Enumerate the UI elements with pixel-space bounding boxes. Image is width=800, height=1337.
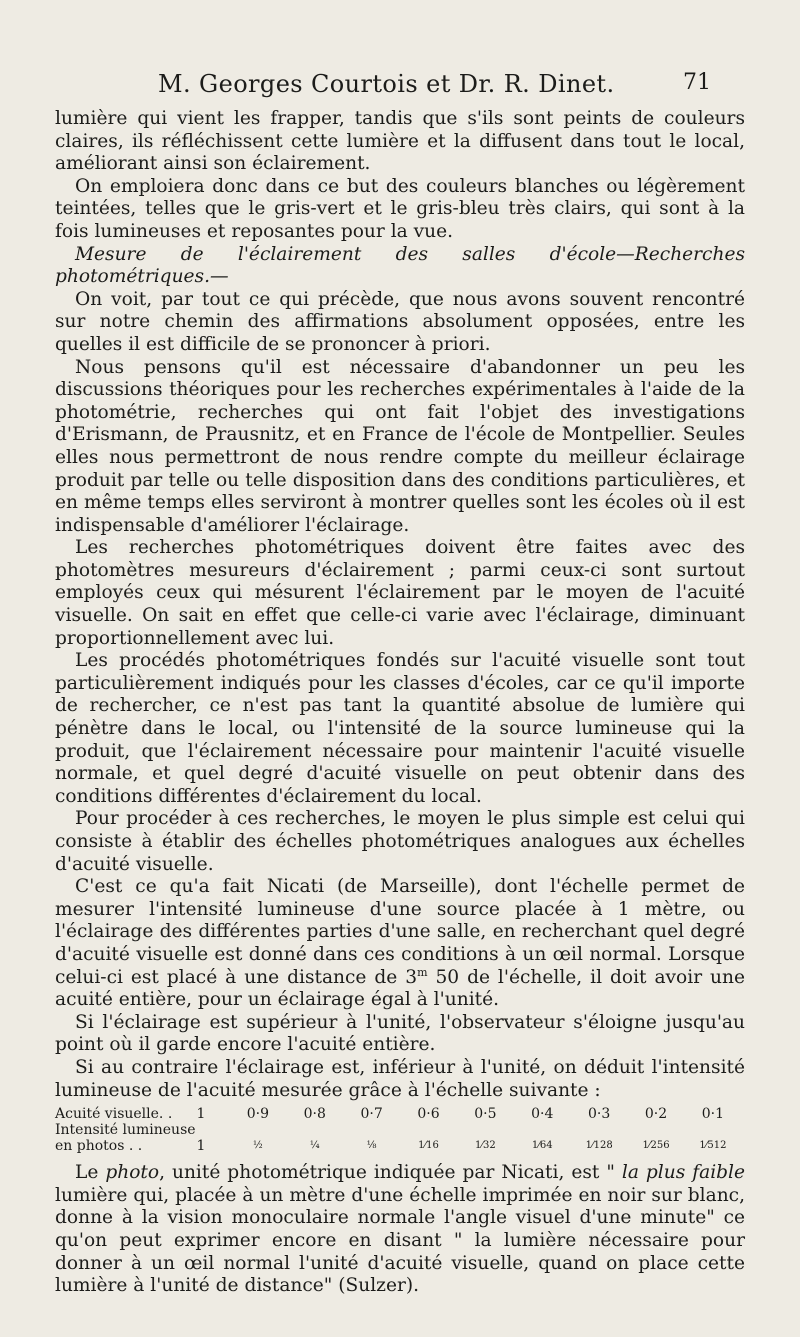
row-label-acuity: Acuité visuelle. . [55,1106,173,1123]
table-cell: 0·6 [417,1106,440,1123]
table-cell: 1⁄128 [585,1140,613,1152]
paragraph: Si au contraire l'éclairage est, inférieur à l'unité, on déduit l'intensité lumineuse de l'acuité mesurée grâce à l'échelle suivante : [55,1056,745,1101]
table-row-acuity [55,1106,745,1122]
photo-mid: , unité photométrique indiquée par Nicati, est " [159,1162,622,1184]
photo-quote-italic: la plus faible [621,1162,745,1184]
table-cell: ⅛ [366,1140,377,1152]
running-head: M. Georges Courtois et Dr. R. Dinet. [158,70,615,98]
paragraph: Les recherches photométriques doivent être faites avec des photomètres mesureurs d'éclairement ; parmi ceux-ci sont surtout employés ceux qui mésurent l'éclairement par le moyen de l'acuité visuelle. On sait en effet que celle-ci varie avec l'éclairage, diminuant proportionnellement avec lui. [55,537,745,649]
table-cell: 0·7 [360,1106,383,1123]
paragraph: Si l'éclairage est supérieur à l'unité, l'observateur s'éloigne jusqu'au point où il garde encore l'acuité entière. [55,1011,745,1056]
paragraph: Nous pensons qu'il est nécessaire d'abandonner un peu les discussions théoriques pour les recherches expérimentales à l'aide de la photométrie, recherches qui ont fait l'objet des investigations d'Erismann, de Prausnitz, et en France de l'école de Montpellier. Seules elles nous permettront de nous rendre compte du meilleur éclairage produit par telle ou telle disposition dans des conditions particulières, et en même temps elles serviront à montrer quelles sont les écoles où il est indispensable d'améliorer l'éclairage. [55,356,745,536]
photometric-scale-table [55,1106,745,1154]
nicati-text-a: C'est ce qu'a fait Nicati (de Marseille), dont l'échelle permet de mesurer l'intensité lumineuse d'une source placée à 1 mètre, ou l'éclairage des différentes parties d'une salle, en recherchant quel degré d'acuité visuelle est donné dans ces conditions à un œil normal. Lorsque celui-ci est placé à une distance de 3 [55,876,745,988]
table-cell: 0·4 [531,1106,554,1123]
table-cell: 0·2 [644,1106,668,1123]
page-number: 71 [683,70,711,95]
photo-term: photo [105,1162,160,1184]
table-cell: 1⁄64 [531,1140,553,1152]
table-cell: 1⁄512 [699,1140,727,1152]
paragraph: Pour procéder à ces recherches, le moyen le plus simple est celui qui consiste à établir des échelles photométriques analogues aux échelles d'acuité visuelle. [55,808,745,875]
page-header [150,70,715,104]
table-row-intensity [55,1138,745,1154]
table-cell: ½ [253,1140,263,1152]
row-label-intensity: Intensité lumineuse [55,1122,196,1139]
table-row-label-extra [55,1122,745,1138]
paragraph: On voit, par tout ce qui précède, que nous avons souvent rencontré sur notre chemin des affirmations absolument opposées, entre les quelles il est difficile de se prononcer à priori. [55,288,745,355]
table-cell: 1 [196,1106,206,1123]
table-cell: 0·8 [303,1106,326,1123]
table-cell: 1⁄256 [642,1140,670,1152]
table-cell: 0·1 [701,1106,724,1123]
page-body [55,108,745,1298]
photo-lead: Le [75,1162,106,1184]
meter-superscript: m [417,965,428,979]
table-cell: ¼ [309,1140,320,1152]
section-heading: Mesure de l'éclairement des salles d'école—Recherches photométriques.— [55,243,745,288]
paragraph: On emploiera donc dans ce but des couleurs blanches ou légèrement teintées, telles que le gris-vert et le gris-bleu très clairs, qui sont à la fois lumineuses et reposantes pour la vue. [55,175,745,242]
paragraph-photo-definition [55,1162,745,1298]
photo-rest: lumière qui, placée à un mètre d'une échelle imprimée en noir sur blanc, donne à la vision monoculaire normale l'angle visuel d'une minute" ce qu'on peut exprimer encore en disant " la lumière nécessaire pour donner à un œil normal l'unité d'acuité visuelle, quand on place cette lumière à l'unité de distance" (Sulzer). [55,1184,745,1297]
table-cell: 1 [196,1138,206,1155]
row-label-photos: en photos . . [55,1138,143,1155]
table-cell: 0·3 [587,1106,611,1123]
nicati-text-b: 50 de l'échelle, il doit avoir une acuité entière, pour un éclairage égal à l'unité. [55,966,745,1011]
table-cell: 0·5 [474,1106,497,1123]
paragraph: Les procédés photométriques fondés sur l'acuité visuelle sont tout particulièrement indiqués pour les classes d'écoles, car ce qu'il importe de rechercher, ce n'est pas tant la quantité absolue de lumière qui pénètre dans le local, ou l'intensité de la source lumineuse qui la produit, que l'éclairement nécessaire pour maintenir l'acuité visuelle normale, et quel degré d'acuité visuelle on peut obtenir dans des conditions différentes d'éclairement du local. [55,650,745,807]
table-cell: 1⁄32 [474,1140,496,1152]
paragraph: lumière qui vient les frapper, tandis que s'ils sont peints de couleurs claires, ils réfléchissent cette lumière et la diffusent dans tout le local, améliorant ainsi son éclairement. [55,108,745,175]
paragraph-nicati [55,876,745,1012]
table-cell: 0·9 [246,1106,269,1123]
table-cell: 1⁄16 [418,1140,439,1152]
